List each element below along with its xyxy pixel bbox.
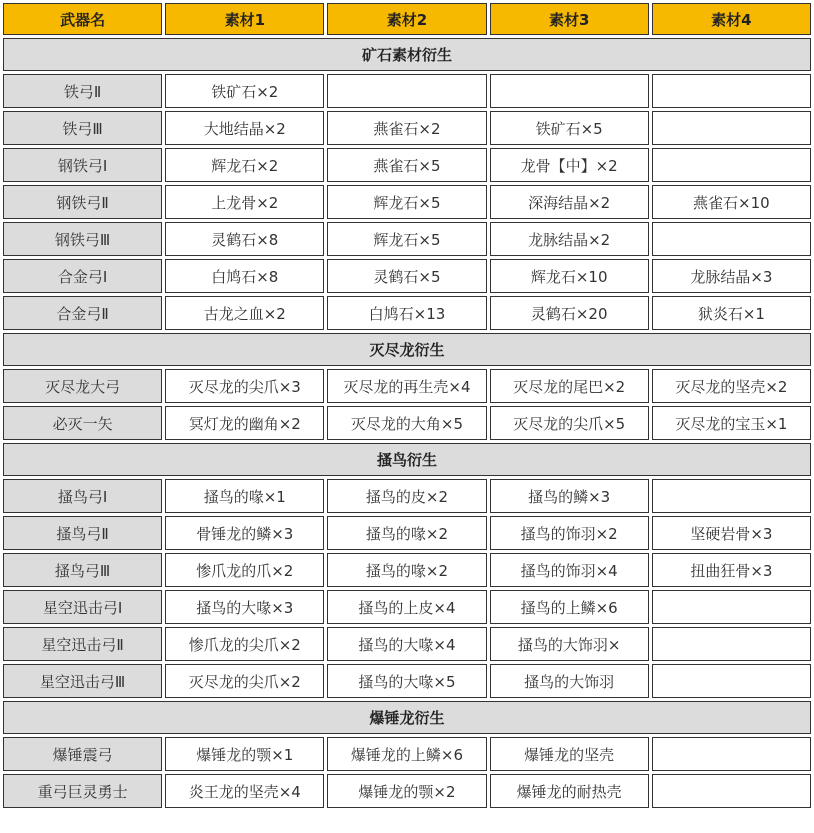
material-cell [652,222,811,256]
table-row [3,111,811,145]
material-cell: 爆锤龙的耐热壳 [490,774,649,808]
weapon-name-cell: 星空迅击弓Ⅰ [3,590,162,624]
material-cell: 搔鸟的喙×2 [327,516,486,550]
weapon-name-cell: 重弓巨灵勇士 [3,774,162,808]
weapon-name-cell: 星空迅击弓Ⅱ [3,627,162,661]
material-cell: 狱炎石×1 [652,296,811,330]
weapon-name-cell: 搔鸟弓Ⅱ [3,516,162,550]
table-row [3,737,811,771]
material-cell: 辉龙石×5 [327,222,486,256]
material-cell: 灵鹤石×8 [165,222,324,256]
weapon-name-cell: 星空迅击弓Ⅲ [3,664,162,698]
material-cell: 大地结晶×2 [165,111,324,145]
material-cell: 燕雀石×5 [327,148,486,182]
material-cell: 白鸠石×8 [165,259,324,293]
material-cell: 搔鸟的饰羽×4 [490,553,649,587]
material-cell: 惨爪龙的爪×2 [165,553,324,587]
table-row [3,406,811,440]
weapon-name-cell: 铁弓Ⅲ [3,111,162,145]
weapon-name-cell: 爆锤震弓 [3,737,162,771]
material-cell: 古龙之血×2 [165,296,324,330]
section-title: 矿石素材衍生 [3,38,811,71]
header-material-3: 素材3 [490,3,649,35]
header-weapon-name: 武器名 [3,3,162,35]
table-row [3,516,811,550]
section-row [3,443,811,476]
material-cell: 搔鸟的大饰羽× [490,627,649,661]
table-row [3,627,811,661]
header-material-1: 素材1 [165,3,324,35]
material-cell: 龙脉结晶×2 [490,222,649,256]
material-cell: 铁矿石×2 [165,74,324,108]
table-row [3,185,811,219]
material-cell [652,627,811,661]
table-row [3,664,811,698]
weapon-name-cell: 合金弓Ⅰ [3,259,162,293]
material-cell: 龙骨【中】×2 [490,148,649,182]
section-row [3,38,811,71]
material-cell: 坚硬岩骨×3 [652,516,811,550]
material-cell [652,737,811,771]
section-title: 搔鸟衍生 [3,443,811,476]
material-cell: 搔鸟的皮×2 [327,479,486,513]
table-row [3,590,811,624]
material-cell: 骨锤龙的鳞×3 [165,516,324,550]
weapon-name-cell: 灭尽龙大弓 [3,369,162,403]
table-row [3,148,811,182]
material-cell: 灭尽龙的尖爪×3 [165,369,324,403]
material-cell [327,74,486,108]
material-cell [652,111,811,145]
table-row [3,369,811,403]
material-cell: 龙脉结晶×3 [652,259,811,293]
weapon-name-cell: 铁弓Ⅱ [3,74,162,108]
table-body [3,38,811,808]
material-cell: 灭尽龙的坚壳×2 [652,369,811,403]
table-row [3,553,811,587]
material-cell [652,74,811,108]
material-cell: 搔鸟的大喙×4 [327,627,486,661]
material-cell: 灭尽龙的尾巴×2 [490,369,649,403]
material-cell: 冥灯龙的幽角×2 [165,406,324,440]
material-cell: 搔鸟的鳞×3 [490,479,649,513]
material-cell: 辉龙石×10 [490,259,649,293]
material-cell [652,479,811,513]
table-row [3,296,811,330]
material-cell: 灭尽龙的大角×5 [327,406,486,440]
material-cell: 搔鸟的大饰羽 [490,664,649,698]
material-cell [490,74,649,108]
material-cell: 灵鹤石×5 [327,259,486,293]
section-row [3,333,811,366]
material-cell: 搔鸟的上鳞×6 [490,590,649,624]
material-cell: 搔鸟的喙×1 [165,479,324,513]
material-cell: 白鸠石×13 [327,296,486,330]
material-cell: 灭尽龙的再生壳×4 [327,369,486,403]
material-cell [652,774,811,808]
header-material-2: 素材2 [327,3,486,35]
material-cell: 上龙骨×2 [165,185,324,219]
material-cell [652,664,811,698]
section-title: 爆锤龙衍生 [3,701,811,734]
table-row [3,774,811,808]
material-cell: 深海结晶×2 [490,185,649,219]
header-material-4: 素材4 [652,3,811,35]
weapon-name-cell: 搔鸟弓Ⅰ [3,479,162,513]
material-cell: 辉龙石×2 [165,148,324,182]
material-cell: 炎王龙的坚壳×4 [165,774,324,808]
material-cell: 搔鸟的大喙×3 [165,590,324,624]
material-cell: 铁矿石×5 [490,111,649,145]
material-cell: 灵鹤石×20 [490,296,649,330]
material-cell [652,148,811,182]
section-title: 灭尽龙衍生 [3,333,811,366]
material-cell [652,590,811,624]
material-cell: 燕雀石×2 [327,111,486,145]
header-row [3,3,811,35]
weapon-name-cell: 必灭一矢 [3,406,162,440]
material-cell: 搔鸟的上皮×4 [327,590,486,624]
table-row [3,222,811,256]
material-cell: 爆锤龙的上鳞×6 [327,737,486,771]
material-cell: 燕雀石×10 [652,185,811,219]
material-cell: 辉龙石×5 [327,185,486,219]
weapon-name-cell: 搔鸟弓Ⅲ [3,553,162,587]
material-cell: 灭尽龙的尖爪×2 [165,664,324,698]
material-cell: 扭曲狂骨×3 [652,553,811,587]
material-cell: 爆锤龙的颚×2 [327,774,486,808]
material-cell: 惨爪龙的尖爪×2 [165,627,324,661]
weapon-name-cell: 钢铁弓Ⅱ [3,185,162,219]
weapon-name-cell: 钢铁弓Ⅰ [3,148,162,182]
section-row [3,701,811,734]
table-row [3,479,811,513]
material-cell: 搔鸟的喙×2 [327,553,486,587]
weapon-name-cell: 合金弓Ⅱ [3,296,162,330]
material-cell: 搔鸟的大喙×5 [327,664,486,698]
material-cell: 灭尽龙的宝玉×1 [652,406,811,440]
weapon-name-cell: 钢铁弓Ⅲ [3,222,162,256]
table-row [3,259,811,293]
material-cell: 灭尽龙的尖爪×5 [490,406,649,440]
material-cell: 爆锤龙的坚壳 [490,737,649,771]
material-cell: 搔鸟的饰羽×2 [490,516,649,550]
table-row [3,74,811,108]
material-cell: 爆锤龙的颚×1 [165,737,324,771]
